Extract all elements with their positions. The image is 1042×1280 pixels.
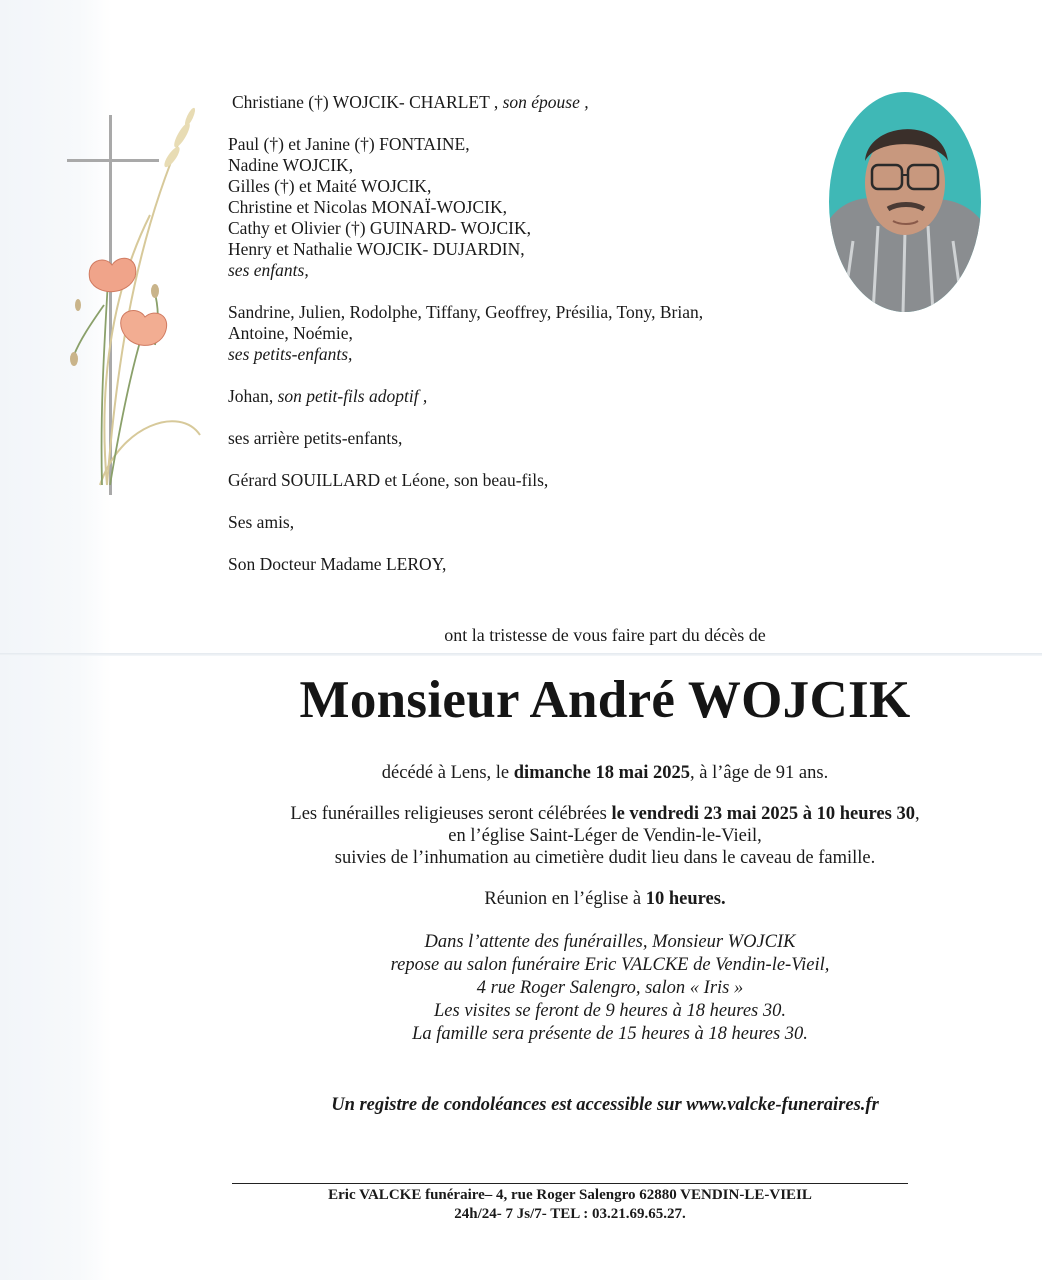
spouse-group (228, 92, 828, 113)
death-info (0, 762, 1042, 784)
great-grandchildren: ses arrière petits-enfants, (228, 428, 403, 448)
child-entry: Christine et Nicolas MONAÏ-WOJCIK, (228, 197, 507, 217)
child-entry: Henry et Nathalie WOJCIK- DUJARDIN, (228, 239, 525, 259)
footer-contact: 24h/24- 7 Js/7- TEL : 03.21.69.65.27. (454, 1206, 686, 1222)
doctor-group (228, 554, 828, 575)
funeral-prefix: Les funérailles religieuses seront célébrées (290, 804, 612, 824)
friends: Ses amis, (228, 512, 295, 532)
adoptive-role: son petit-fils adoptif , (277, 386, 428, 406)
funeral-church: en l’église Saint-Léger de Vendin-le-Vieil, (448, 826, 762, 846)
visitation-line: 4 rue Roger Salengro, salon « Iris » (476, 978, 744, 998)
death-date: dimanche 18 mai 2025 (513, 763, 691, 783)
footer (232, 1186, 908, 1224)
stepson: Gérard SOUILLARD et Léone, son beau-fils, (228, 470, 549, 490)
friends-group (228, 512, 828, 533)
adoptive-name: Johan, (228, 386, 274, 406)
announcement: ont la tristesse de vous faire part du décès de (444, 625, 766, 645)
funeral-burial: suivies de l’inhumation au cimetière dudit lieu dans le caveau de famille. (334, 848, 876, 868)
great-grandchildren-group (228, 428, 828, 449)
visitation-info (0, 931, 1042, 1046)
spouse-role: son épouse , (502, 92, 589, 112)
footer-address: Eric VALCKE funéraire– 4, rue Roger Salengro 62880 VENDIN-LE-VIEIL (328, 1187, 812, 1203)
grandchildren-line: Sandrine, Julien, Rodolphe, Tiffany, Geoffrey, Présilia, Tony, Brian, (228, 302, 704, 322)
children-group (228, 134, 828, 281)
footer-divider (232, 1183, 908, 1184)
children-role: ses enfants, (228, 260, 309, 280)
meeting-info (0, 888, 1042, 910)
stepson-group (228, 470, 828, 491)
child-entry: Nadine WOJCIK, (228, 155, 354, 175)
fold-line (0, 653, 1042, 656)
family-list (228, 92, 828, 596)
funeral-date: le vendredi 23 mai 2025 à 10 heures 30 (611, 804, 915, 824)
grandchildren-role: ses petits-enfants, (228, 344, 353, 364)
funeral-suffix: , (914, 804, 920, 824)
cross-flowers-decoration (60, 105, 210, 500)
visitation-line: repose au salon funéraire Eric VALCKE de Vendin-le-Vieil, (390, 955, 830, 975)
doctor: Son Docteur Madame LEROY, (228, 554, 447, 574)
condolence-register: Un registre de condoléances est accessible sur www.valcke-funeraires.fr (331, 1095, 879, 1115)
deceased-name: Monsieur André WOJCIK (299, 671, 911, 729)
meeting-prefix: Réunion en l’église à (484, 889, 646, 909)
visitation-line: Dans l’attente des funérailles, Monsieur WOJCIK (424, 932, 796, 952)
funeral-details (0, 762, 1042, 929)
visitation-line: Les visites se feront de 9 heures à 18 heures 30. (434, 1001, 786, 1021)
child-entry: Cathy et Olivier (†) GUINARD- WOJCIK, (228, 218, 531, 238)
child-entry: Paul (†) et Janine (†) FONTAINE, (228, 134, 470, 154)
death-suffix: , à l’âge de 91 ans. (690, 763, 829, 783)
child-entry: Gilles (†) et Maité WOJCIK, (228, 176, 432, 196)
death-prefix: décédé à Lens, le (381, 763, 514, 783)
funeral-info (0, 803, 1042, 869)
grandchildren-line: Antoine, Noémie, (228, 323, 353, 343)
portrait-photo (828, 91, 982, 313)
grandchildren-group (228, 302, 828, 365)
spouse-name: Christiane (†) WOJCIK- CHARLET , (232, 92, 499, 112)
meeting-time: 10 heures. (645, 889, 726, 909)
visitation-line: La famille sera présente de 15 heures à 18 heures 30. (412, 1024, 808, 1044)
wheat-icon (100, 135, 200, 485)
adoptive-group (228, 386, 828, 407)
